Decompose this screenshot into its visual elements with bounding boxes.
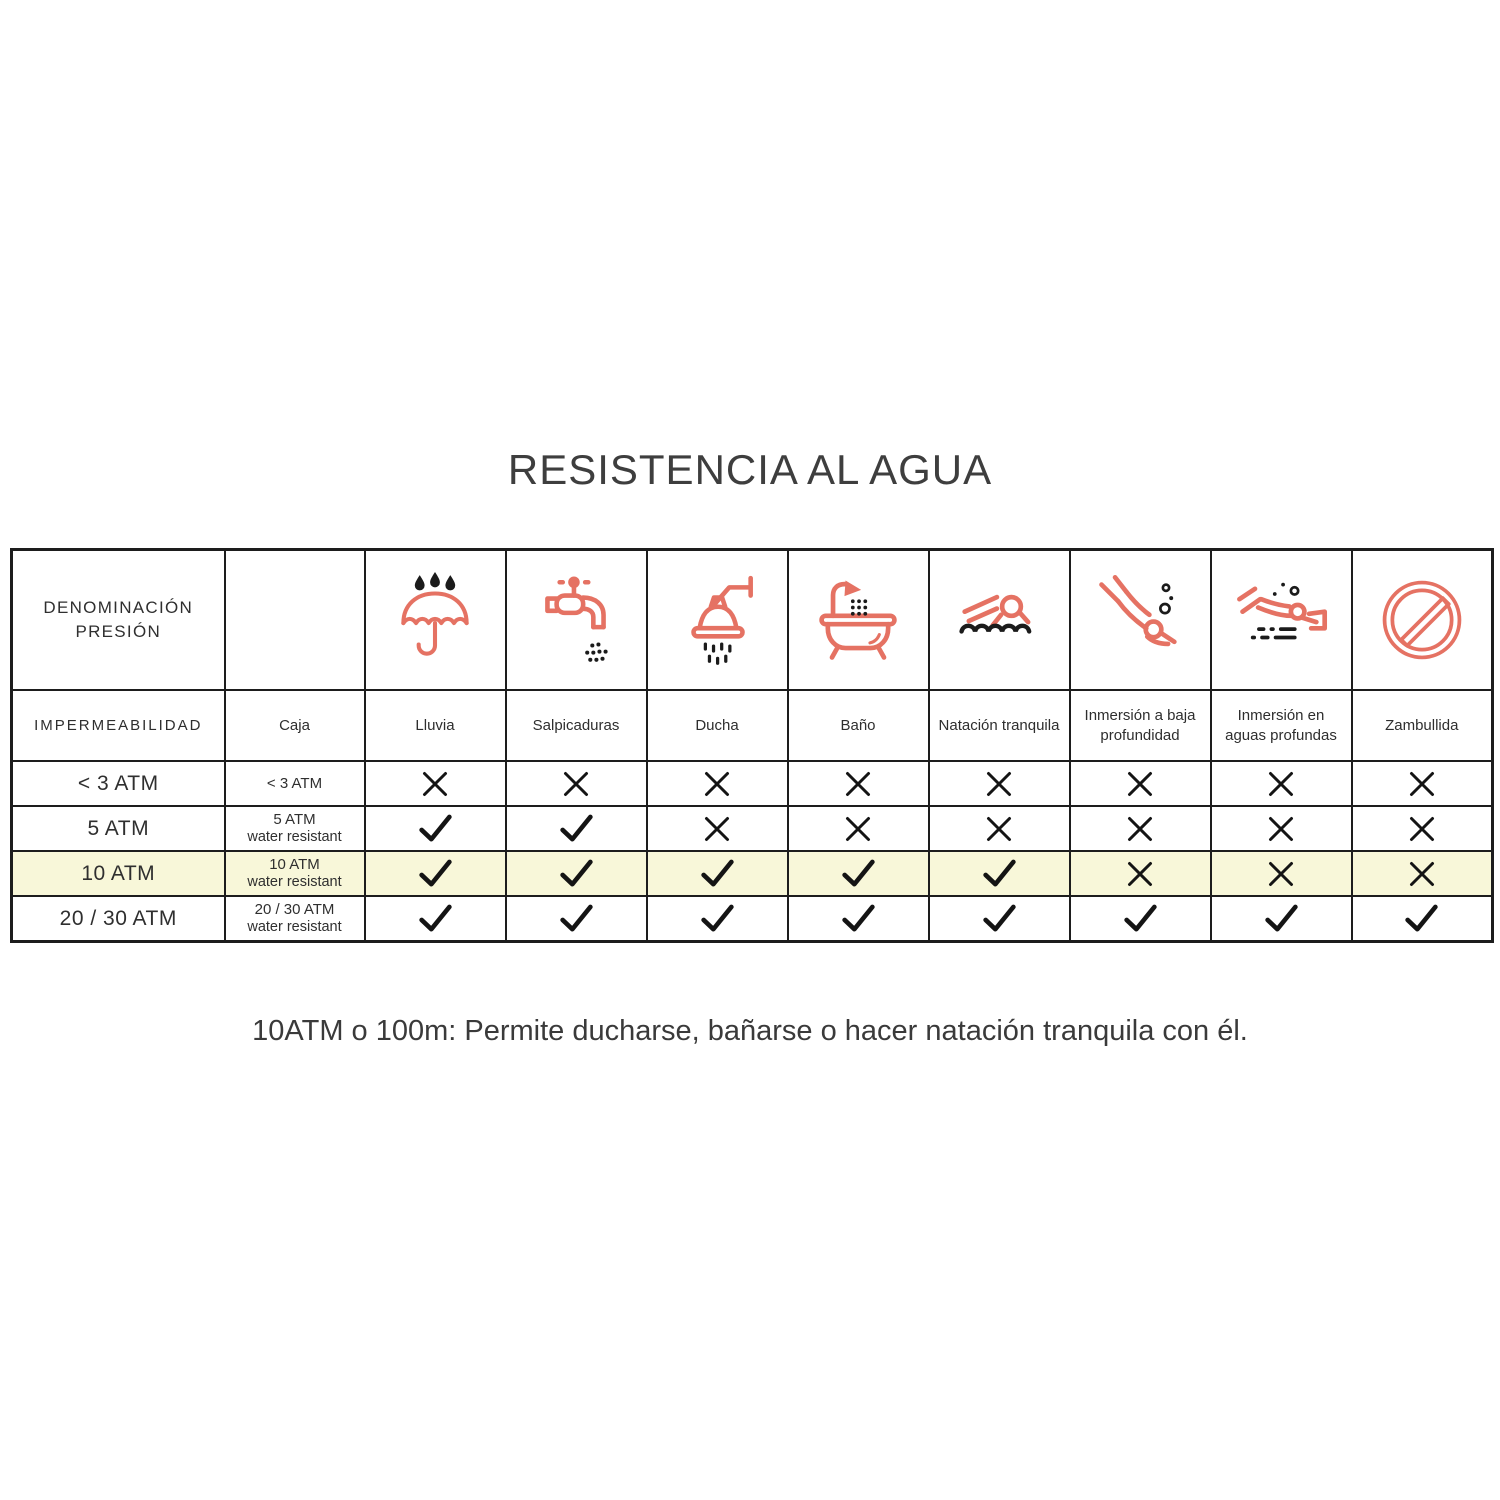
cross-mark-icon — [843, 769, 873, 799]
cross-mark-icon — [702, 814, 732, 844]
pressure-cell-3-atm: < 3 ATM — [12, 761, 225, 806]
icon-cell-bano — [788, 550, 929, 691]
cross-mark-icon — [843, 814, 873, 844]
header-denominacion-presion — [12, 550, 225, 691]
cell-5-atm-inmersion-a-baja-profundidad — [1070, 806, 1211, 851]
cell-20-30-atm-bano — [788, 896, 929, 942]
check-mark-icon — [699, 859, 736, 889]
caja-cell-5-atm — [225, 806, 365, 851]
check-mark-icon — [981, 904, 1018, 934]
cell-3-atm-ducha — [647, 761, 788, 806]
cell-3-atm-zambullida — [1352, 761, 1493, 806]
icon-cell-ducha — [647, 550, 788, 691]
cross-mark-icon — [1407, 814, 1437, 844]
cell-20-30-atm-zambullida — [1352, 896, 1493, 942]
caja-cell-3-atm — [225, 761, 365, 806]
cell-10-atm-bano — [788, 851, 929, 896]
cross-mark-icon — [1407, 769, 1437, 799]
column-label-lluvia: Lluvia — [365, 690, 506, 761]
cell-10-atm-inmersion-a-baja-profundidad — [1070, 851, 1211, 896]
cell-10-atm-inmersion-en-aguas-profundas — [1211, 851, 1352, 896]
check-mark-icon — [558, 859, 595, 889]
cell-5-atm-inmersion-en-aguas-profundas — [1211, 806, 1352, 851]
caja-line: 5 ATM — [273, 811, 316, 829]
faucet-splash-icon — [507, 568, 646, 672]
table-row-10-atm — [12, 851, 1493, 896]
column-label-salpicaduras: Salpicaduras — [506, 690, 647, 761]
pressure-cell-5-atm: 5 ATM — [12, 806, 225, 851]
cell-5-atm-salpicaduras — [506, 806, 647, 851]
column-label-inmersion-a-baja-profundidad: Inmersión a baja profundidad — [1070, 690, 1211, 761]
column-label-zambullida: Zambullida — [1352, 690, 1493, 761]
cell-5-atm-ducha — [647, 806, 788, 851]
cell-20-30-atm-inmersion-en-aguas-profundas — [1211, 896, 1352, 942]
cell-10-atm-lluvia — [365, 851, 506, 896]
no-dive-icon — [1353, 568, 1492, 672]
deep-diver-icon — [1212, 568, 1351, 672]
rain-umbrella-icon — [366, 568, 505, 672]
icon-cell-zambullida — [1352, 550, 1493, 691]
header-denominacion-line2: PRESIÓN — [75, 622, 162, 641]
caja-line: water resistant — [247, 828, 342, 845]
cell-20-30-atm-salpicaduras — [506, 896, 647, 942]
cell-10-atm-zambullida — [1352, 851, 1493, 896]
check-mark-icon — [417, 859, 454, 889]
cell-3-atm-salpicaduras — [506, 761, 647, 806]
check-mark-icon — [840, 859, 877, 889]
cross-mark-icon — [984, 769, 1014, 799]
footnote: 10ATM o 100m: Permite ducharse, bañarse o hacer natación tranquila con él. — [252, 1015, 1248, 1047]
check-mark-icon — [558, 814, 595, 844]
shower-icon — [648, 568, 787, 672]
caja-line: 20 / 30 ATM — [254, 901, 335, 919]
column-label-ducha: Ducha — [647, 690, 788, 761]
table-row-3-atm — [12, 761, 1493, 806]
check-mark-icon — [1122, 904, 1159, 934]
table-row-20-30-atm — [12, 896, 1493, 942]
check-mark-icon — [699, 904, 736, 934]
cross-mark-icon — [1125, 769, 1155, 799]
icon-cell-lluvia — [365, 550, 506, 691]
cross-mark-icon — [1407, 859, 1437, 889]
caja-line: water resistant — [247, 918, 342, 935]
check-mark-icon — [417, 814, 454, 844]
check-mark-icon — [981, 859, 1018, 889]
caja-line: 10 ATM — [269, 856, 320, 874]
icon-cell-inmersion-en-aguas-profundas — [1211, 550, 1352, 691]
column-label-natacion-tranquila: Natación tranquila — [929, 690, 1070, 761]
cell-20-30-atm-natacion-tranquila — [929, 896, 1070, 942]
cross-mark-icon — [1266, 859, 1296, 889]
cell-10-atm-salpicaduras — [506, 851, 647, 896]
caja-line: water resistant — [247, 873, 342, 890]
cross-mark-icon — [1266, 814, 1296, 844]
cross-mark-icon — [1266, 769, 1296, 799]
icon-cell-salpicaduras — [506, 550, 647, 691]
page-title: RESISTENCIA AL AGUA — [507, 446, 993, 493]
header-impermeabilidad: IMPERMEABILIDAD — [12, 690, 225, 761]
bathtub-icon — [789, 568, 928, 672]
cell-5-atm-zambullida — [1352, 806, 1493, 851]
caja-line: < 3 ATM — [266, 774, 323, 792]
scuba-diver-icon — [1071, 568, 1210, 672]
swimmer-icon — [930, 568, 1069, 672]
cell-10-atm-natacion-tranquila — [929, 851, 1070, 896]
cell-5-atm-bano — [788, 806, 929, 851]
header-denominacion-line1: DENOMINACIÓN — [43, 598, 194, 618]
pressure-cell-10-atm: 10 ATM — [12, 851, 225, 896]
header-caja: Caja — [225, 690, 365, 761]
cell-3-atm-natacion-tranquila — [929, 761, 1070, 806]
cell-5-atm-natacion-tranquila — [929, 806, 1070, 851]
cell-3-atm-inmersion-a-baja-profundidad — [1070, 761, 1211, 806]
cross-mark-icon — [702, 769, 732, 799]
cross-mark-icon — [420, 769, 450, 799]
check-mark-icon — [558, 904, 595, 934]
cell-3-atm-inmersion-en-aguas-profundas — [1211, 761, 1352, 806]
check-mark-icon — [417, 904, 454, 934]
table-row-5-atm — [12, 806, 1493, 851]
header-empty-cell — [225, 550, 365, 691]
water-resistance-table — [10, 548, 1494, 943]
cell-10-atm-ducha — [647, 851, 788, 896]
cell-20-30-atm-lluvia — [365, 896, 506, 942]
check-mark-icon — [1403, 904, 1440, 934]
column-label-inmersion-en-aguas-profundas: Inmersión en aguas profundas — [1211, 690, 1352, 761]
cross-mark-icon — [984, 814, 1014, 844]
cross-mark-icon — [1125, 859, 1155, 889]
pressure-cell-20-30-atm: 20 / 30 ATM — [12, 896, 225, 942]
cross-mark-icon — [561, 769, 591, 799]
icon-cell-inmersion-a-baja-profundidad — [1070, 550, 1211, 691]
check-mark-icon — [1263, 904, 1300, 934]
cell-20-30-atm-inmersion-a-baja-profundidad — [1070, 896, 1211, 942]
icon-cell-natacion-tranquila — [929, 550, 1070, 691]
caja-cell-10-atm — [225, 851, 365, 896]
column-label-bano: Baño — [788, 690, 929, 761]
caja-cell-20-30-atm — [225, 896, 365, 942]
cell-3-atm-bano — [788, 761, 929, 806]
cell-20-30-atm-ducha — [647, 896, 788, 942]
cell-3-atm-lluvia — [365, 761, 506, 806]
cell-5-atm-lluvia — [365, 806, 506, 851]
check-mark-icon — [840, 904, 877, 934]
cross-mark-icon — [1125, 814, 1155, 844]
